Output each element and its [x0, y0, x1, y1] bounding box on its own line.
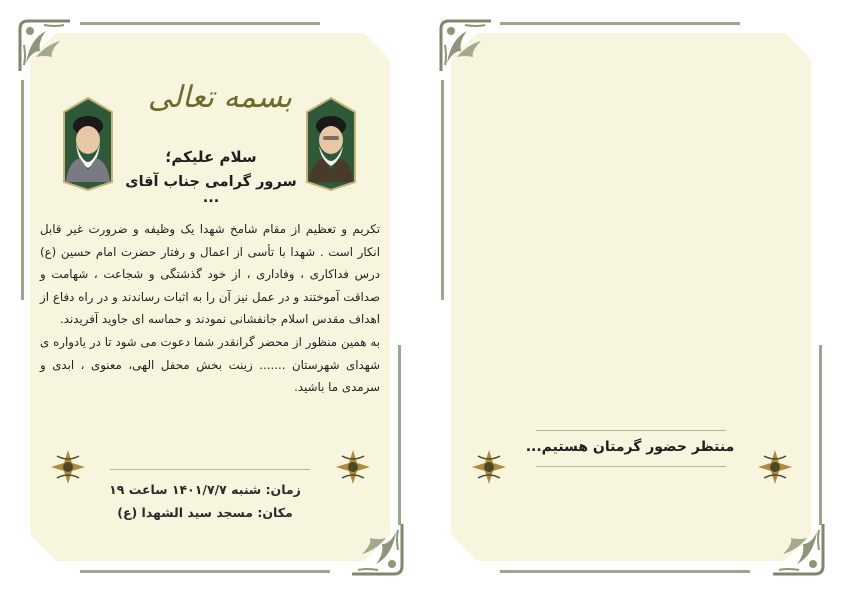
- frame-line-left: [21, 80, 24, 300]
- frame-line-bottom: [80, 570, 330, 573]
- event-place: مکان: مسجد سید الشهدا (ع): [117, 505, 293, 520]
- corner-ornament-icon: [437, 17, 495, 75]
- frame-line-top: [500, 22, 740, 25]
- frame-line-top: [80, 22, 320, 25]
- corner-ornament-icon: [769, 520, 827, 578]
- body-paragraph: تکریم و تعظیم از مقام شامخ شهدا یک وظیفه و ضرورت غیر قابل انکار است . شهدا با تأسی از اعمال و رفتار حضرت امام حسین (ع) درس فداکاری ، وفاداری ، از خود گذشتگی و شجاعت ، شهامت و صداقت آموختند و در عمل نیز آن را به اثبات رساندند و در راه دفاع از اهداف مقدس اسلام جانفشانی نمودند و حماسه ای جاوید آفریدند.: [40, 222, 380, 327]
- greeting-addressee: سرور گرامی جناب آقای ...: [125, 174, 297, 206]
- closing-message: منتظر حضور گرمتان هستیم...: [525, 439, 735, 455]
- flourish-ornament-icon: [49, 448, 87, 486]
- divider: [536, 466, 726, 467]
- invitation-body: [40, 218, 380, 399]
- frame-line-bottom: [500, 570, 750, 573]
- card-heading: بسمه تعالی: [147, 80, 293, 115]
- flourish-ornament-icon: [334, 448, 372, 486]
- greeting-salutation: سلام علیکم؛: [165, 148, 257, 166]
- frame-line-right: [398, 345, 401, 525]
- divider: [536, 430, 726, 431]
- divider: [110, 469, 310, 470]
- frame-line-right: [819, 345, 822, 525]
- flourish-ornament-icon: [756, 448, 794, 486]
- event-time: زمان: شنبه ۱۴۰۱/۷/۷ ساعت ۱۹: [109, 482, 301, 497]
- corner-ornament-icon: [348, 520, 406, 578]
- portrait-frame-icon: [301, 96, 361, 192]
- body-paragraph: به همین منظور از محضر گرانقدر شما دعوت می شود تا در یادواره ی شهدای شهرستان ....... زینت بخش محفل الهی، معنوی ، ابدی و سرمدی ما باشید.: [40, 334, 380, 395]
- portrait-frame-icon: [58, 96, 118, 192]
- corner-ornament-icon: [16, 17, 74, 75]
- frame-line-left: [441, 80, 444, 300]
- flourish-ornament-icon: [470, 448, 508, 486]
